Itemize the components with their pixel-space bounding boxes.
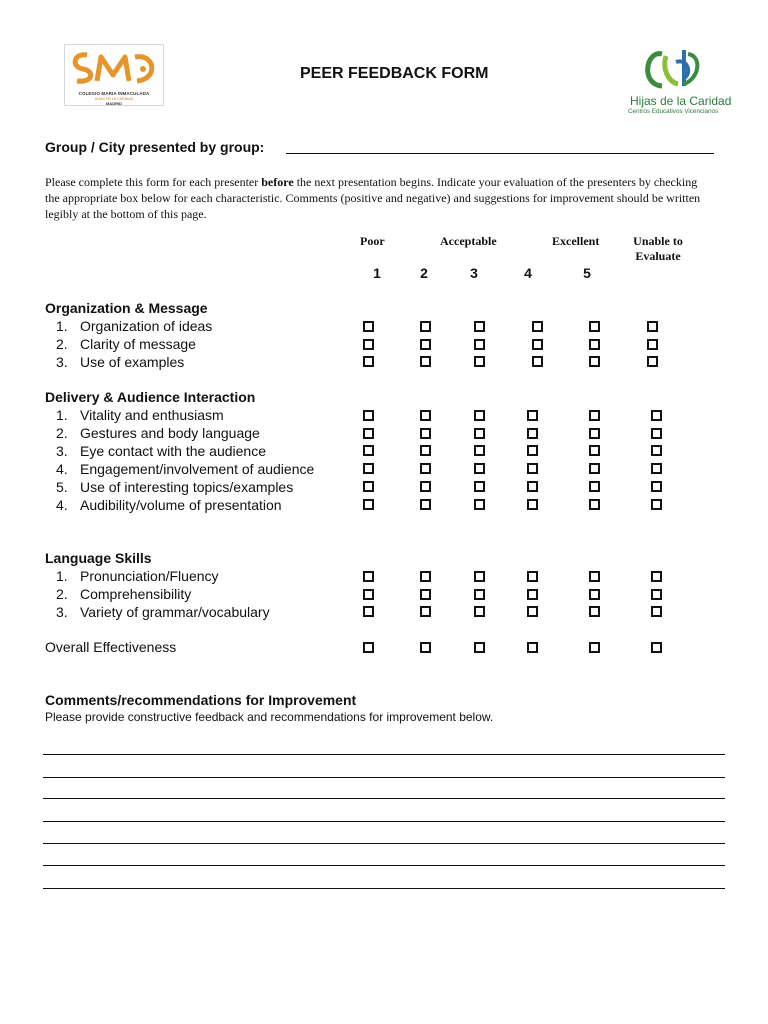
checkbox-use-of-examples-3[interactable] <box>474 356 485 367</box>
checkbox-engagement-5[interactable] <box>589 463 600 474</box>
criterion-interesting-topics <box>56 479 293 495</box>
checkbox-gestures-3[interactable] <box>474 428 485 439</box>
checkbox-vitality-5[interactable] <box>589 410 600 421</box>
checkbox-pronunciation-1[interactable] <box>363 571 374 582</box>
checkbox-overall-effectiveness-unable[interactable] <box>651 642 662 653</box>
checkbox-audibility-5[interactable] <box>589 499 600 510</box>
logo-right-line2: Centros Educativos Vicencianos <box>628 108 719 115</box>
scale-number-2: 2 <box>420 265 428 281</box>
item-label: Gestures and body language <box>80 425 260 441</box>
checkbox-gestures-unable[interactable] <box>651 428 662 439</box>
checkbox-clarity-of-message-1[interactable] <box>363 339 374 350</box>
item-label: Variety of grammar/vocabulary <box>80 604 270 620</box>
group-city-label: Group / City presented by group: <box>45 139 265 155</box>
checkbox-pronunciation-4[interactable] <box>527 571 538 582</box>
checkbox-organization-of-ideas-2[interactable] <box>420 321 431 332</box>
criterion-pronunciation <box>56 568 219 584</box>
item-label: Use of interesting topics/examples <box>80 479 294 495</box>
comment-line-7[interactable] <box>43 888 725 889</box>
criterion-use-of-examples <box>56 354 184 370</box>
checkbox-audibility-3[interactable] <box>474 499 485 510</box>
checkbox-comprehensibility-1[interactable] <box>363 589 374 600</box>
checkbox-clarity-of-message-unable[interactable] <box>647 339 658 350</box>
item-label: Use of examples <box>80 354 185 370</box>
checkbox-use-of-examples-4[interactable] <box>532 356 543 367</box>
checkbox-clarity-of-message-3[interactable] <box>474 339 485 350</box>
item-label: Eye contact with the audience <box>80 443 267 459</box>
hijas-caridad-logo-icon <box>618 44 728 94</box>
checkbox-organization-of-ideas-unable[interactable] <box>647 321 658 332</box>
checkbox-vitality-4[interactable] <box>527 410 538 421</box>
checkbox-engagement-3[interactable] <box>474 463 485 474</box>
instructions-part1: Please complete this form for each presenter <box>45 175 262 189</box>
item-number: 2. <box>56 425 68 441</box>
item-number: 3. <box>56 354 68 370</box>
checkbox-pronunciation-2[interactable] <box>420 571 431 582</box>
scale-number-5: 5 <box>583 265 591 281</box>
checkbox-pronunciation-5[interactable] <box>589 571 600 582</box>
checkbox-gestures-5[interactable] <box>589 428 600 439</box>
checkbox-use-of-examples-2[interactable] <box>420 356 431 367</box>
checkbox-eye-contact-1[interactable] <box>363 445 374 456</box>
checkbox-grammar-vocabulary-4[interactable] <box>527 606 538 617</box>
checkbox-grammar-vocabulary-1[interactable] <box>363 606 374 617</box>
comment-line-4[interactable] <box>43 821 725 822</box>
item-label: Engagement/involvement of audience <box>80 461 315 477</box>
checkbox-organization-of-ideas-3[interactable] <box>474 321 485 332</box>
item-number: 5. <box>56 479 68 495</box>
checkbox-gestures-4[interactable] <box>527 428 538 439</box>
checkbox-interesting-topics-unable[interactable] <box>651 481 662 492</box>
checkbox-overall-effectiveness-2[interactable] <box>420 642 431 653</box>
checkbox-comprehensibility-3[interactable] <box>474 589 485 600</box>
checkbox-grammar-vocabulary-5[interactable] <box>589 606 600 617</box>
comment-line-2[interactable] <box>43 777 725 778</box>
checkbox-interesting-topics-4[interactable] <box>527 481 538 492</box>
checkbox-engagement-4[interactable] <box>527 463 538 474</box>
item-number: 2. <box>56 336 68 352</box>
checkbox-comprehensibility-unable[interactable] <box>651 589 662 600</box>
criterion-clarity-of-message <box>56 336 196 352</box>
item-number: 4. <box>56 497 68 513</box>
scale-number-1: 1 <box>373 265 381 281</box>
checkbox-clarity-of-message-5[interactable] <box>589 339 600 350</box>
checkbox-interesting-topics-2[interactable] <box>420 481 431 492</box>
item-number: 1. <box>56 318 68 334</box>
checkbox-grammar-vocabulary-3[interactable] <box>474 606 485 617</box>
checkbox-gestures-1[interactable] <box>363 428 374 439</box>
checkbox-grammar-vocabulary-unable[interactable] <box>651 606 662 617</box>
scale-number-4: 4 <box>524 265 532 281</box>
checkbox-overall-effectiveness-4[interactable] <box>527 642 538 653</box>
criterion-audibility <box>56 497 282 513</box>
checkbox-engagement-1[interactable] <box>363 463 374 474</box>
checkbox-eye-contact-2[interactable] <box>420 445 431 456</box>
checkbox-audibility-2[interactable] <box>420 499 431 510</box>
logo-left-line2: HIJAS DE LA CARIDAD <box>94 97 134 101</box>
criterion-grammar-vocabulary <box>56 604 270 620</box>
checkbox-interesting-topics-3[interactable] <box>474 481 485 492</box>
checkbox-vitality-3[interactable] <box>474 410 485 421</box>
instructions-part2: the next presentation begins. Indicate your evaluation of the presenters by checking the appropriate box below for each characteristic. Comments (positive and negative) and suggestions for improvement should be written legibly at the bottom of this page. <box>45 175 701 221</box>
checkbox-eye-contact-3[interactable] <box>474 445 485 456</box>
checkbox-eye-contact-unable[interactable] <box>651 445 662 456</box>
comment-line-1[interactable] <box>43 754 725 755</box>
checkbox-comprehensibility-2[interactable] <box>420 589 431 600</box>
criterion-vitality <box>56 407 224 423</box>
checkbox-vitality-unable[interactable] <box>651 410 662 421</box>
criterion-organization-of-ideas <box>56 318 212 334</box>
cmi-logo-graphic-icon <box>65 45 163 91</box>
criterion-comprehensibility <box>56 586 191 602</box>
scale-poor-label: Poor <box>360 234 385 248</box>
checkbox-clarity-of-message-4[interactable] <box>532 339 543 350</box>
section-organization-title: Organization & Message <box>45 300 208 316</box>
scale-unable-label <box>625 234 691 264</box>
checkbox-vitality-2[interactable] <box>420 410 431 421</box>
checkbox-grammar-vocabulary-2[interactable] <box>420 606 431 617</box>
checkbox-eye-contact-5[interactable] <box>589 445 600 456</box>
item-number: 3. <box>56 443 68 459</box>
item-label: Pronunciation/Fluency <box>80 568 219 584</box>
item-number: 4. <box>56 461 68 477</box>
section-delivery-title: Delivery & Audience Interaction <box>45 389 256 405</box>
checkbox-interesting-topics-5[interactable] <box>589 481 600 492</box>
school-logo <box>64 44 164 106</box>
logo-left-line3: MADRID <box>106 101 122 106</box>
checkbox-overall-effectiveness-1[interactable] <box>363 642 374 653</box>
checkbox-interesting-topics-1[interactable] <box>363 481 374 492</box>
item-label: Organization of ideas <box>80 318 213 334</box>
item-label: Clarity of message <box>80 336 196 352</box>
checkbox-engagement-2[interactable] <box>420 463 431 474</box>
checkbox-use-of-examples-5[interactable] <box>589 356 600 367</box>
logo-left-line1: COLEGIO MARIA INMACULADA <box>78 91 150 96</box>
instructions <box>45 174 705 222</box>
checkbox-engagement-unable[interactable] <box>651 463 662 474</box>
item-label: Vitality and enthusiasm <box>80 407 224 423</box>
item-number: 1. <box>56 407 68 423</box>
group-city-input-line[interactable] <box>286 153 714 154</box>
checkbox-comprehensibility-5[interactable] <box>589 589 600 600</box>
logo-right-line1: Hijas de la Caridad <box>630 94 732 108</box>
instructions-bold: before <box>261 175 294 189</box>
scale-excellent-label: Excellent <box>552 234 600 248</box>
checkbox-eye-contact-4[interactable] <box>527 445 538 456</box>
overall-effectiveness-label: Overall Effectiveness <box>45 639 177 655</box>
comments-subtitle: Please provide constructive feedback and recommendations for improvement below. <box>45 710 494 724</box>
item-label: Audibility/volume of presentation <box>80 497 282 513</box>
checkbox-organization-of-ideas-1[interactable] <box>363 321 374 332</box>
checkbox-comprehensibility-4[interactable] <box>527 589 538 600</box>
checkbox-audibility-1[interactable] <box>363 499 374 510</box>
section-language-title: Language Skills <box>45 550 152 566</box>
item-number: 2. <box>56 586 68 602</box>
scale-number-3: 3 <box>470 265 478 281</box>
checkbox-overall-effectiveness-5[interactable] <box>589 642 600 653</box>
comments-title: Comments/recommendations for Improvement <box>45 692 357 708</box>
checkbox-clarity-of-message-2[interactable] <box>420 339 431 350</box>
comment-line-6[interactable] <box>43 865 725 866</box>
checkbox-audibility-unable[interactable] <box>651 499 662 510</box>
criterion-gestures <box>56 425 260 441</box>
criterion-engagement <box>56 461 314 477</box>
item-number: 3. <box>56 604 68 620</box>
checkbox-pronunciation-3[interactable] <box>474 571 485 582</box>
scale-unable-line1: Unable to <box>633 234 683 248</box>
checkbox-pronunciation-unable[interactable] <box>651 571 662 582</box>
checkbox-gestures-2[interactable] <box>420 428 431 439</box>
item-label: Comprehensibility <box>80 586 192 602</box>
checkbox-use-of-examples-unable[interactable] <box>647 356 658 367</box>
item-number: 1. <box>56 568 68 584</box>
organization-logo <box>618 44 732 118</box>
scale-unable-line2: Evaluate <box>635 249 681 263</box>
checkbox-vitality-1[interactable] <box>363 410 374 421</box>
checkbox-use-of-examples-1[interactable] <box>363 356 374 367</box>
scale-acceptable-label: Acceptable <box>440 234 497 248</box>
comment-line-3[interactable] <box>43 798 725 799</box>
checkbox-organization-of-ideas-4[interactable] <box>532 321 543 332</box>
checkbox-organization-of-ideas-5[interactable] <box>589 321 600 332</box>
criterion-eye-contact <box>56 443 266 459</box>
comment-line-5[interactable] <box>43 843 725 844</box>
checkbox-audibility-4[interactable] <box>527 499 538 510</box>
checkbox-overall-effectiveness-3[interactable] <box>474 642 485 653</box>
form-title: PEER FEEDBACK FORM <box>300 65 489 82</box>
